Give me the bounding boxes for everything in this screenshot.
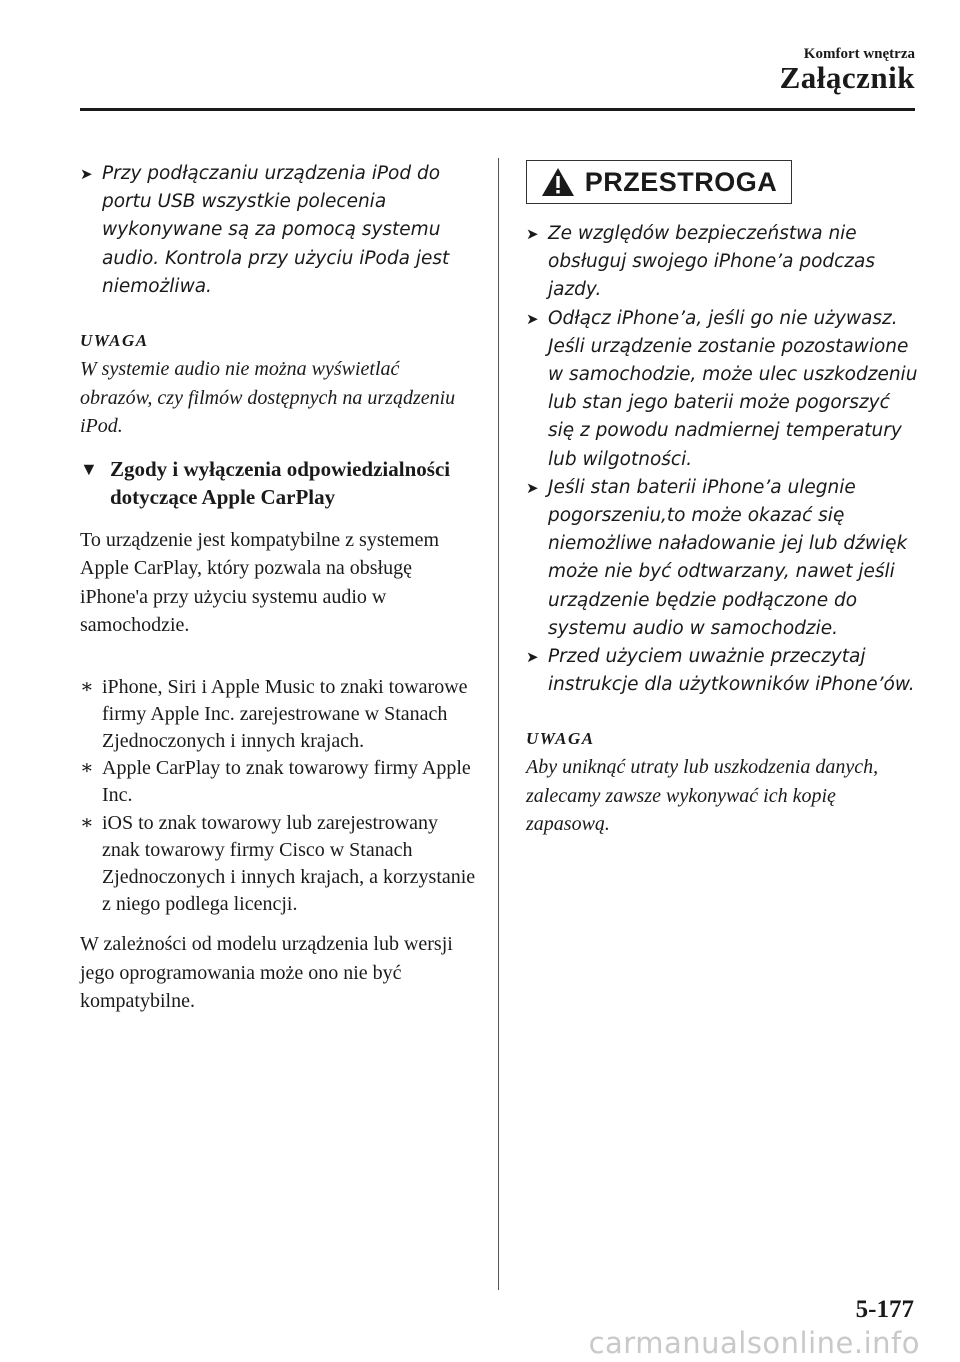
caution-box xyxy=(526,160,792,204)
list-item xyxy=(526,643,921,699)
page-title: Załącznik xyxy=(779,60,915,95)
note-heading: UWAGA xyxy=(526,729,595,749)
list-item xyxy=(80,674,476,756)
caution-text: Jeśli stan baterii iPhone’a ulegnie pogorszeniu,to może okazać się niemożliwe naładowanie jej lub dźwięk może nie być odtwarzany, nawet jeśli urządzenie będzie podłączone do systemu audio w samochodzie. xyxy=(548,476,908,639)
triangle-right-icon: ➤ xyxy=(526,225,539,243)
column-divider xyxy=(498,158,499,1290)
caution-text: Odłącz iPhone’a, jeśli go nie używasz. Jeśli urządzenie zostanie pozostawione w samochodzie, może ulec uszkodzeniu lub stan jego baterii może pogorszyć się z powodu nadmiernej temperatury lub wilgotności. xyxy=(548,307,918,470)
caution-list xyxy=(526,220,921,699)
list-item xyxy=(526,305,921,474)
trademark-text: iPhone, Siri i Apple Music to znaki towarowe firmy Apple Inc. zarejestrowane w Stanach Zjednoczonych i innych krajach. xyxy=(102,675,468,752)
triangle-down-icon: ▼ xyxy=(80,458,98,479)
watermark-url: carmanualsonline.info xyxy=(588,1326,920,1360)
caution-text: Przed użyciem uważnie przeczytaj instrukcje dla użytkowników iPhone’ów. xyxy=(548,646,915,696)
caution-text: Ze względów bezpieczeństwa nie obsługuj swojego iPhone’a podczas jazdy. xyxy=(548,223,875,301)
section-heading xyxy=(80,455,476,511)
asterisk-icon: ∗ xyxy=(80,757,94,780)
intro-paragraph: To urządzenie jest kompatybilne z systemem Apple CarPlay, który pozwala na obsługę iPhone'a przy użyciu systemu audio w samochodzie. xyxy=(80,528,440,637)
caution-label: PRZESTROGA xyxy=(584,166,778,197)
trademark-list xyxy=(80,674,476,919)
closing-paragraph: W zależności od modelu urządzenia lub wersji jego oprogramowania może ono nie być kompatybilne. xyxy=(80,933,453,1013)
bullet-text: Przy podłączaniu urządzenia iPod do portu USB wszystkie polecenia wykonywane są za pomocą systemu audio. Kontrola przy użyciu iPoda jest niemożliwa. xyxy=(102,163,450,297)
triangle-right-icon: ➤ xyxy=(80,165,93,183)
page-number: 5-177 xyxy=(855,1296,914,1323)
header-section: Komfort wnętrza xyxy=(803,46,915,62)
usb-ipod-bullet xyxy=(80,160,476,301)
triangle-right-icon: ➤ xyxy=(526,648,539,667)
list-item xyxy=(80,810,476,919)
section-heading-text: Zgody i wyłączenia odpowiedzialności dotyczące Apple CarPlay xyxy=(110,456,451,509)
note-heading: UWAGA xyxy=(80,331,149,351)
list-item xyxy=(80,755,476,809)
note-text: Aby uniknąć utraty lub uszkodzenia danych, zalecamy zawsze wykonywać ich kopię zapasową. xyxy=(526,756,879,836)
list-item xyxy=(526,220,921,305)
asterisk-icon: ∗ xyxy=(80,675,94,698)
trademark-text: iOS to znak towarowy lub zarejestrowany znak towarowy firmy Cisco w Stanach Zjednoczonych i innych krajach, a korzystanie z niego podlega licencji. xyxy=(102,811,476,916)
warning-icon xyxy=(541,167,575,197)
header-divider xyxy=(80,108,915,111)
triangle-right-icon: ➤ xyxy=(526,478,539,497)
asterisk-icon: ∗ xyxy=(80,811,94,834)
list-item xyxy=(526,474,921,643)
trademark-text: Apple CarPlay to znak towarowy firmy Apple Inc. xyxy=(102,757,471,807)
left-column xyxy=(80,160,476,1016)
right-column xyxy=(526,160,921,839)
note-text: W systemie audio nie można wyświetlać obrazów, czy filmów dostępnych na urządzeniu iPod. xyxy=(80,358,456,438)
triangle-right-icon: ➤ xyxy=(526,309,539,328)
